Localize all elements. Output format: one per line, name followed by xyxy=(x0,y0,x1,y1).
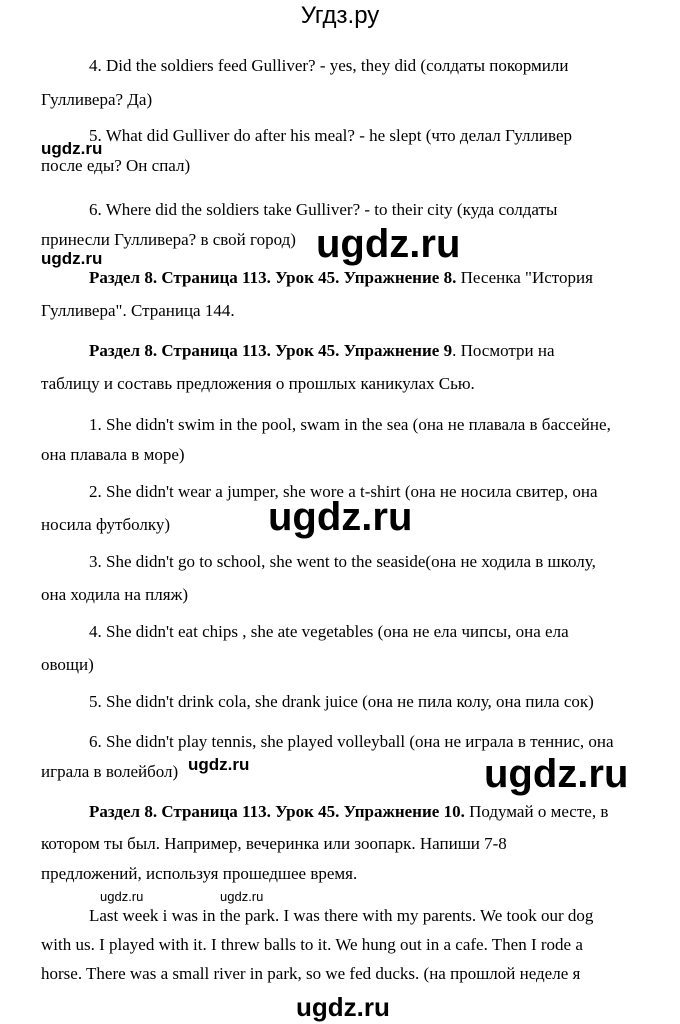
watermark-footer: ugdz.ru xyxy=(296,992,390,1022)
exercise-10-title: Раздел 8. Страница 113. Урок 45. Упражнение 10. xyxy=(89,802,465,821)
sentence-3-line-2: она ходила на пляж) xyxy=(41,585,188,604)
sentence-5-line-1: 5. She didn't drink cola, she drank juice (она не пила колу, она пила сок) xyxy=(89,692,594,711)
sentence-4-line-2: овощи) xyxy=(41,655,94,674)
exercise-10-line-3: предложений, используя прошедшее время. xyxy=(41,864,358,883)
exercise-8-line-2: Гулливера". Страница 144. xyxy=(41,301,235,320)
exercise-10-heading xyxy=(89,802,608,822)
exercise-10-line-2: котором ты был. Например, вечеринка или зоопарк. Напиши 7-8 xyxy=(41,834,507,853)
sentence-2-line-1: 2. She didn't wear a jumper, she wore a t-shirt (она не носила свитер, она xyxy=(89,482,598,501)
watermark-small: ugdz.ru xyxy=(41,249,103,268)
answer-4-line-1: 4. Did the soldiers feed Gulliver? - yes, they did (солдаты покормили xyxy=(89,56,569,75)
site-title: Угдз.ру xyxy=(300,2,380,29)
story-line-1: Last week i was in the park. I was there with my parents. We took our dog xyxy=(89,906,594,925)
exercise-9-text: . Посмотри на xyxy=(452,341,555,360)
sentence-6-line-2: играла в волейбол) xyxy=(41,762,179,781)
watermark-tiny: ugdz.ru xyxy=(220,889,264,904)
watermark-small: ugdz.ru xyxy=(41,139,103,158)
exercise-8-text: Песенка "История xyxy=(456,268,593,287)
exercise-9-heading xyxy=(89,341,555,361)
story-line-2: with us. I played with it. I threw balls to it. We hung out in a cafe. Then I rode a xyxy=(41,935,583,954)
sentence-4-line-1: 4. She didn't eat chips , she ate vegetables (она не ела чипсы, она ела xyxy=(89,622,569,641)
sentence-2-line-2: носила футболку) xyxy=(41,515,171,534)
watermark-large: ugdz.ru xyxy=(484,752,629,796)
answer-5-line-2: после еды? Он спал) xyxy=(41,156,191,175)
story-line-3: horse. There was a small river in park, so we fed ducks. (на прошлой неделе я xyxy=(41,964,581,983)
watermark-small: ugdz.ru xyxy=(188,755,250,774)
exercise-8-heading xyxy=(89,268,593,288)
answer-6-line-2: принесли Гулливера? в свой город) xyxy=(41,230,296,249)
answer-5-line-1: 5. What did Gulliver do after his meal? - he slept (что делал Гулливер xyxy=(89,126,572,145)
exercise-10-text: Подумай о месте, в xyxy=(464,802,609,821)
watermark-large: ugdz.ru xyxy=(316,222,461,266)
sentence-1-line-1: 1. She didn't swim in the pool, swam in the sea (она не плавала в бассейне, xyxy=(89,415,611,434)
sentence-6-line-1: 6. She didn't play tennis, she played volleyball (она не играла в теннис, она xyxy=(89,732,614,751)
exercise-9-line-2: таблицу и составь предложения о прошлых каникулах Сью. xyxy=(41,374,475,393)
exercise-9-title: Раздел 8. Страница 113. Урок 45. Упражнение 9 xyxy=(89,341,453,360)
answer-4-line-2: Гулливера? Да) xyxy=(41,90,153,109)
watermark-large: ugdz.ru xyxy=(268,495,413,539)
exercise-8-title: Раздел 8. Страница 113. Урок 45. Упражнение 8. xyxy=(89,268,457,287)
sentence-1-line-2: она плавала в море) xyxy=(41,445,185,464)
sentence-3-line-1: 3. She didn't go to school, she went to the seaside(она не ходила в школу, xyxy=(89,552,596,571)
answer-6-line-1: 6. Where did the soldiers take Gulliver? - to their city (куда солдаты xyxy=(89,200,558,219)
watermark-tiny: ugdz.ru xyxy=(100,889,144,904)
